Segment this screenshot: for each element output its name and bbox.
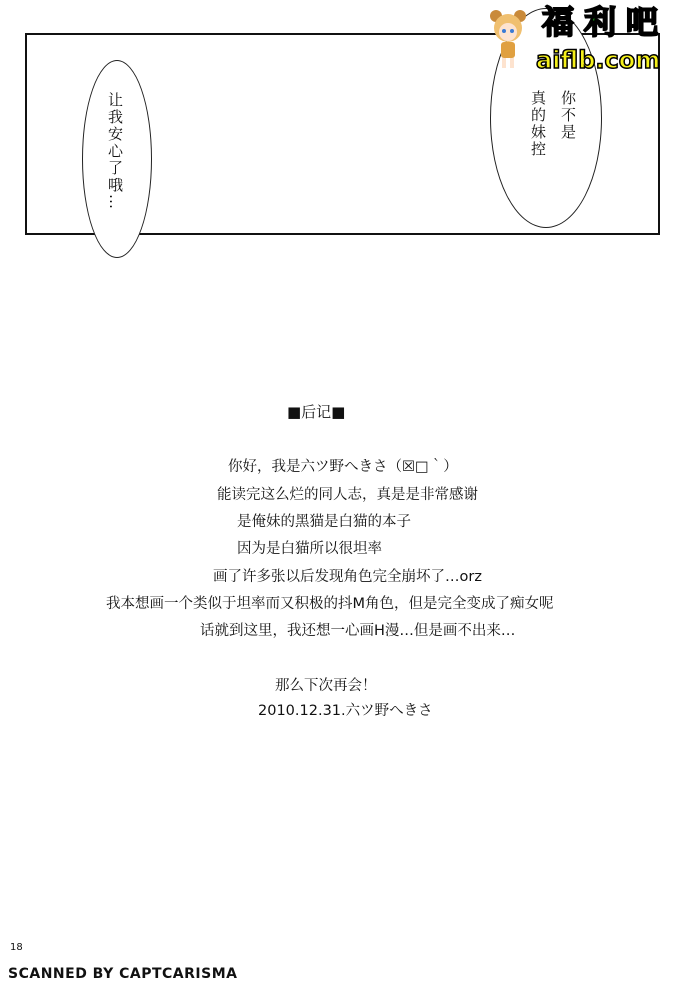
watermark-title: 福利吧 (542, 3, 669, 41)
afterword-line: 因为是白猫所以很坦率 (237, 541, 382, 557)
page-number: 18 (10, 942, 23, 953)
afterword-line: 话就到这里，我还想一心画H漫…但是画不出来… (200, 623, 516, 639)
scan-credit: SCANNED BY CAPTCARISMA (8, 966, 238, 982)
afterword-line: 画了许多张以后发现角色完全崩坏了…orz (213, 569, 482, 585)
afterword-line: 我本想画一个类似于坦率而又积极的抖M角色，但是完全变成了痴女呢 (106, 596, 554, 612)
left-bubble-text: 让我安心了哦… (106, 92, 124, 211)
afterword-closing: 那么下次再会！ (275, 678, 377, 694)
right-bubble-text-1: 你不是 (559, 90, 577, 141)
right-bubble-text-2: 真的妹控 (529, 90, 547, 158)
afterword-line: 能读完这么烂的同人志，真是是非常感谢 (217, 487, 478, 503)
afterword-title: ■后记■ (287, 403, 346, 421)
afterword-signature: 2010.12.31.六ツ野へきさ (258, 703, 433, 719)
watermark-mascot-image (488, 8, 528, 68)
afterword-line: 你好，我是六ツ野へきさ（☒□｀） (228, 459, 458, 475)
afterword-line: 是俺妹的黑猫是白猫的本子 (237, 514, 411, 530)
watermark-site: aiflb.com (536, 46, 661, 74)
